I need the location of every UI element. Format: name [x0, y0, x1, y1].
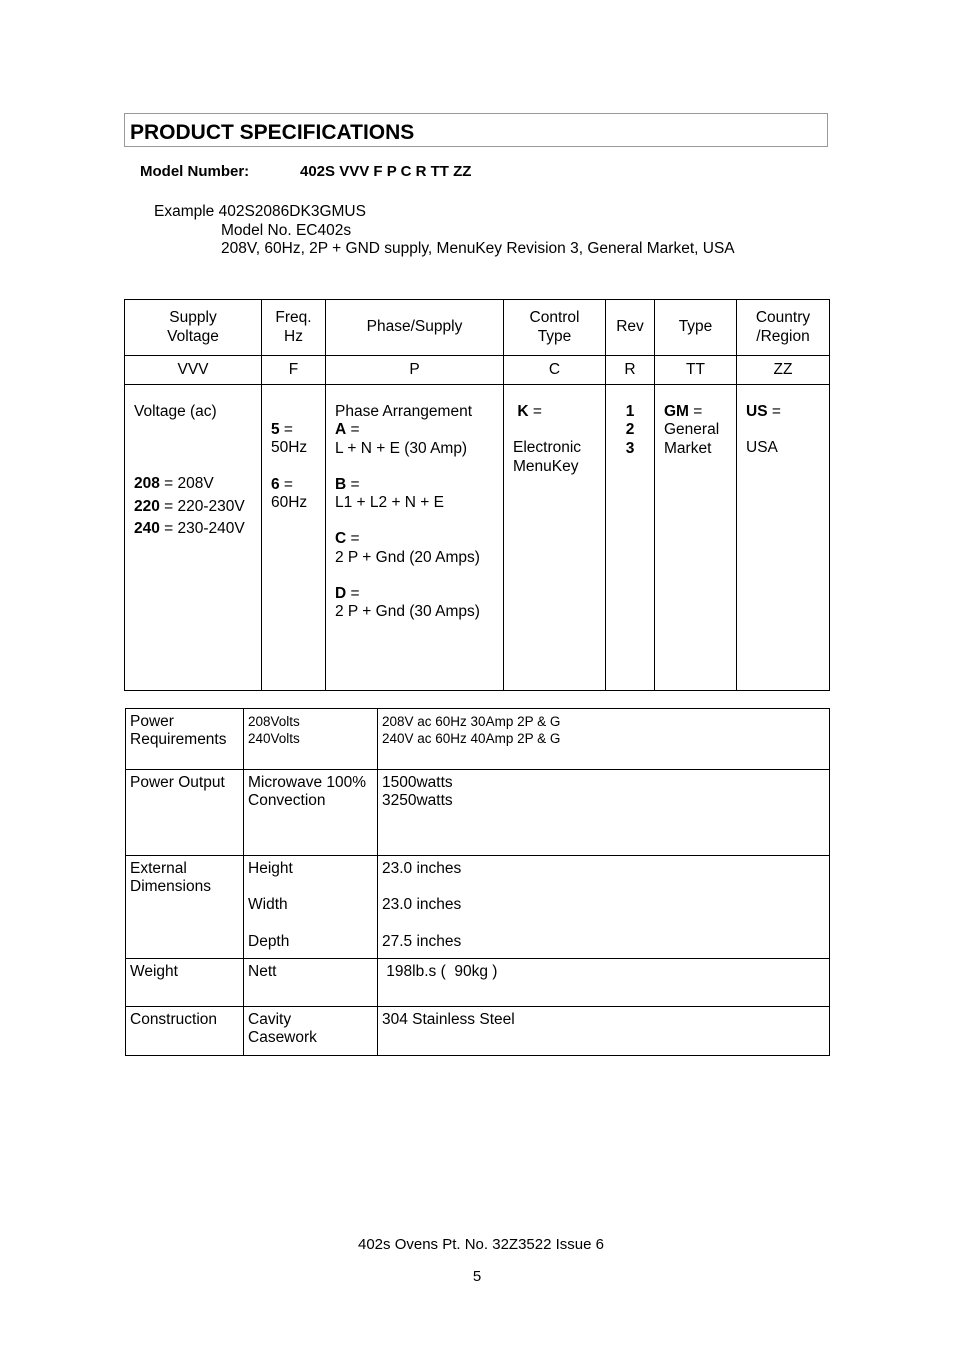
spec-label: Power Requirements [126, 709, 244, 770]
voltage-options: Voltage (ac) 208 = 208V 220 = 220-230V 240 = 230-240V [125, 385, 262, 691]
model-number-pattern: 402S VVV F P C R TT ZZ [300, 163, 472, 180]
spec-row-power-output [126, 770, 830, 856]
code-tt: TT [655, 356, 737, 385]
page-title: PRODUCT SPECIFICATIONS [130, 121, 415, 144]
spec-label: Construction [126, 1007, 244, 1056]
example-line-1: Example 402S2086DK3GMUS [154, 203, 366, 220]
model-code-row [125, 356, 830, 385]
spec-value: 208V ac 60Hz 30Amp 2P & G 240V ac 60Hz 40Amp 2P & G [378, 709, 830, 770]
spec-sub: Cavity Casework [244, 1007, 378, 1056]
model-number-label: Model Number: [140, 163, 250, 180]
code-p: P [326, 356, 504, 385]
code-zz: ZZ [737, 356, 830, 385]
code-r: R [606, 356, 655, 385]
model-code-options-row [125, 385, 830, 691]
spec-value: 198lb.s ( 90kg ) [378, 959, 830, 1007]
frequency-options: 5 = 50Hz 6 = 60Hz [262, 385, 326, 691]
spec-sub: Nett [244, 959, 378, 1007]
title-box [124, 113, 828, 147]
spec-sub: 208Volts 240Volts [244, 709, 378, 770]
example-line-3: 208V, 60Hz, 2P + GND supply, MenuKey Revision 3, General Market, USA [221, 240, 735, 257]
header-supply-voltage: Supply Voltage [125, 300, 262, 356]
phase-options: Phase Arrangement A = L + N + E (30 Amp) B = L1 + L2 + N + E C = 2 P + Gnd (20 Amps) D = 2 P + Gnd (30 Amps) [326, 385, 504, 691]
spec-row-power-requirements [126, 709, 830, 770]
footer-document-number: 402s Ovens Pt. No. 32Z3522 Issue 6 [358, 1236, 604, 1253]
code-f: F [262, 356, 326, 385]
control-type-options: K = Electronic MenuKey [504, 385, 606, 691]
spec-row-weight [126, 959, 830, 1007]
spec-row-dimensions [126, 856, 830, 959]
model-code-header-row [125, 300, 830, 356]
header-phase-supply: Phase/Supply [326, 300, 504, 356]
spec-label: Weight [126, 959, 244, 1007]
country-options: US = USA [737, 385, 830, 691]
model-code-table [124, 299, 830, 691]
spec-sub: Height Width Depth [244, 856, 378, 959]
header-type: Type [655, 300, 737, 356]
spec-value: 304 Stainless Steel [378, 1007, 830, 1056]
type-options: GM = General Market [655, 385, 737, 691]
revision-options: 1 2 3 [606, 385, 655, 691]
example-line-2: Model No. EC402s [221, 222, 352, 239]
header-freq: Freq. Hz [262, 300, 326, 356]
spec-value: 1500watts 3250watts [378, 770, 830, 856]
spec-label: Power Output [126, 770, 244, 856]
header-control-type: Control Type [504, 300, 606, 356]
header-rev: Rev [606, 300, 655, 356]
specifications-table [125, 708, 830, 1056]
code-vvv: VVV [125, 356, 262, 385]
spec-value: 23.0 inches 23.0 inches 27.5 inches [378, 856, 830, 959]
spec-row-construction [126, 1007, 830, 1056]
code-c: C [504, 356, 606, 385]
header-country-region: Country /Region [737, 300, 830, 356]
spec-sub: Microwave 100% Convection [244, 770, 378, 856]
page-number: 5 [472, 1268, 482, 1285]
spec-label: External Dimensions [126, 856, 244, 959]
